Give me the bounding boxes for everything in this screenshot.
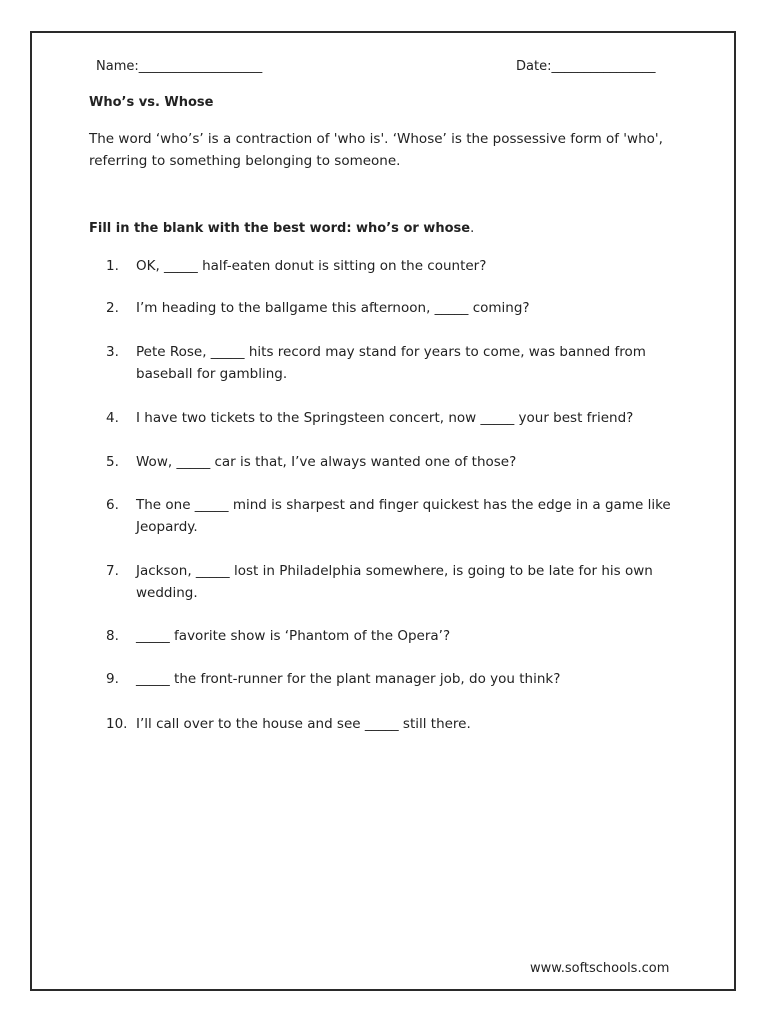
question-item bbox=[106, 668, 686, 690]
instructions-text: Fill in the blank with the best word: who’s or whose bbox=[89, 221, 471, 236]
question-text: _____ the front-runner for the plant manager job, do you think? bbox=[136, 671, 561, 687]
question-number: 6. bbox=[106, 497, 119, 513]
name-field: Name:___________________ bbox=[96, 59, 263, 74]
question-number: 2. bbox=[106, 300, 119, 316]
question-item bbox=[106, 494, 686, 538]
intro-paragraph: The word ‘who’s’ is a contraction of 'who is'. ‘Whose’ is the possessive form of 'who', referring to something belonging to someone. bbox=[89, 131, 663, 169]
question-number: 9. bbox=[106, 671, 119, 687]
question-number: 5. bbox=[106, 454, 119, 470]
question-text: Wow, _____ car is that, I’ve always wanted one of those? bbox=[136, 454, 517, 470]
question-number: 8. bbox=[106, 628, 119, 644]
question-number: 4. bbox=[106, 410, 119, 426]
question-item bbox=[106, 297, 686, 319]
question-item bbox=[106, 407, 686, 429]
question-text: I have two tickets to the Springsteen concert, now _____ your best friend? bbox=[136, 410, 634, 426]
question-item bbox=[106, 625, 686, 647]
question-item bbox=[106, 560, 686, 604]
question-text: Jackson, _____ lost in Philadelphia somewhere, is going to be late for his own wedding. bbox=[136, 563, 653, 601]
question-text: The one _____ mind is sharpest and finger quickest has the edge in a game like Jeopardy. bbox=[136, 497, 671, 535]
question-text: Pete Rose, _____ hits record may stand for years to come, was banned from baseball for gambling. bbox=[136, 344, 646, 382]
question-item bbox=[106, 341, 686, 385]
question-text: I’m heading to the ballgame this afternoon, _____ coming? bbox=[136, 300, 530, 316]
question-item bbox=[106, 713, 686, 735]
question-text: OK, _____ half-eaten donut is sitting on the counter? bbox=[136, 258, 487, 274]
footer-url: www.softschools.com bbox=[530, 961, 670, 976]
question-item bbox=[106, 255, 686, 277]
question-number: 3. bbox=[106, 344, 119, 360]
instructions-period: . bbox=[470, 221, 475, 236]
question-text: I’ll call over to the house and see _____ still there. bbox=[136, 716, 471, 732]
date-field: Date:________________ bbox=[516, 59, 656, 74]
question-number: 7. bbox=[106, 563, 119, 579]
question-item bbox=[106, 451, 686, 473]
worksheet-title: Who’s vs. Whose bbox=[89, 95, 214, 110]
question-number: 1. bbox=[106, 258, 119, 274]
question-text: _____ favorite show is ‘Phantom of the Opera’? bbox=[136, 628, 451, 644]
question-number: 10. bbox=[106, 716, 128, 732]
